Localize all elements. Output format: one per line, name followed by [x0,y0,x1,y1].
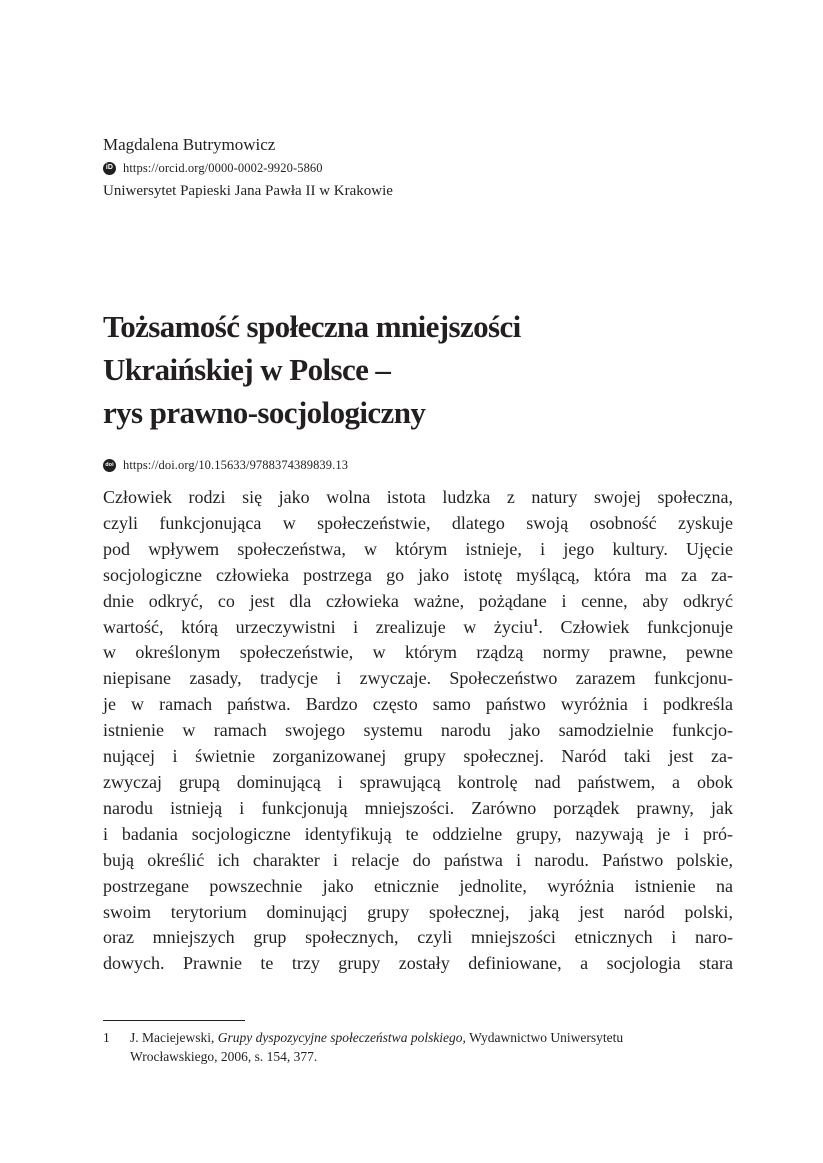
orcid-icon: iD [103,162,116,175]
body-line: i badania socjologiczne identyfikują te oddzielne grupy, nazywają je i pró- [103,823,733,844]
body-line: Człowiek rodzi się jako wolna istota ludzka z natury swojej społeczna, [103,487,733,507]
title-line: Ukraińskiej w Polsce – [103,352,391,387]
author-affiliation: Uniwersytet Papieski Jana Pawła II w Krakowie [103,183,393,199]
body-line-text: . Człowiek funkcjonuje [538,616,733,637]
footnote-reference[interactable]: 1 [532,616,539,629]
footnote-divider [103,1020,245,1021]
body-line-with-footnote [103,615,733,641]
author-block [103,133,733,203]
title-line: rys prawno-socjologiczny [103,395,426,430]
body-line: dowych. Prawnie te trzy grupy zostały definiowane, a socjologia stara [103,953,733,974]
body-line: nującej i świetnie zorganizowanej grupy społecznej. Naród taki jest za- [103,746,733,767]
body-paragraph [103,485,733,977]
body-line: pod wpływem społeczeństwa, w którym istnieje, i jego kultury. Ujęcie [103,538,733,559]
doi-link[interactable]: https://doi.org/10.15633/9788374389839.13 [123,458,349,472]
body-line: w określonym społeczeństwie, w którym rządzą normy prawne, pewne [103,642,733,663]
footnote-work-title: Grupy dyspozycyjne społeczeństwa polskiego, [217,1030,466,1045]
body-line: bują określić ich charakter i relacje do państwa i narodu. Państwo polskie, [103,849,733,870]
orcid-line [103,159,733,177]
footnote-publisher: Wydawnictwo Uniwersytetu [469,1030,624,1045]
body-line: swoim terytorium dominującj grupy społecznej, jaką jest naród polski, [103,901,733,922]
body-line: socjologiczne człowieka postrzega go jako istotę myślącą, która ma za za- [103,564,733,585]
footnote-text [130,1028,733,1066]
body-line: je w ramach państwa. Bardzo często samo państwo wyróżnia i podkreśla [103,694,733,715]
title-line: Tożsamość społeczna mniejszości [103,309,521,344]
body-line: czyli funkcjonująca w społeczeństwie, dlatego swoją osobność zyskuje [103,512,733,533]
body-line: dnie odkryć, co jest dla człowieka ważne, pożądane i cenne, aby odkryć [103,590,733,611]
body-line-text: wartość, którą urzeczywistni i zrealizuje w życiu [103,616,533,637]
footnote-second-line: Wrocławskiego, 2006, s. 154, 377. [130,1049,318,1064]
doi-icon: doi [103,459,116,472]
body-line: oraz mniejszych grup społecznych, czyli mniejszości etnicznych i naro- [103,927,733,948]
doi-line [103,456,348,474]
author-name: Magdalena Butrymowicz [103,135,276,154]
body-line: zwyczaj grupą dominującą i sprawującą kontrolę nad państwem, a obok [103,771,733,792]
footnote [103,1028,733,1066]
body-line: postrzegane powszechnie jako etnicznie jednolite, wyróżnia istnienie na [103,875,733,896]
body-line: narodu istnieją i funkcjonują mniejszości. Zarówno porządek prawny, jak [103,797,733,818]
article-title [103,305,733,434]
orcid-link[interactable]: https://orcid.org/0000-0002-9920-5860 [123,161,323,175]
body-line: niepisane zasady, tradycje i zwyczaje. Społeczeństwo zarazem funkcjonu- [103,668,733,689]
footnote-author: J. Maciejewski, [130,1030,215,1045]
footnote-number: 1 [103,1030,110,1045]
body-line: istnienie w ramach swojego systemu narodu jako samodzielnie funkcjo- [103,720,733,741]
